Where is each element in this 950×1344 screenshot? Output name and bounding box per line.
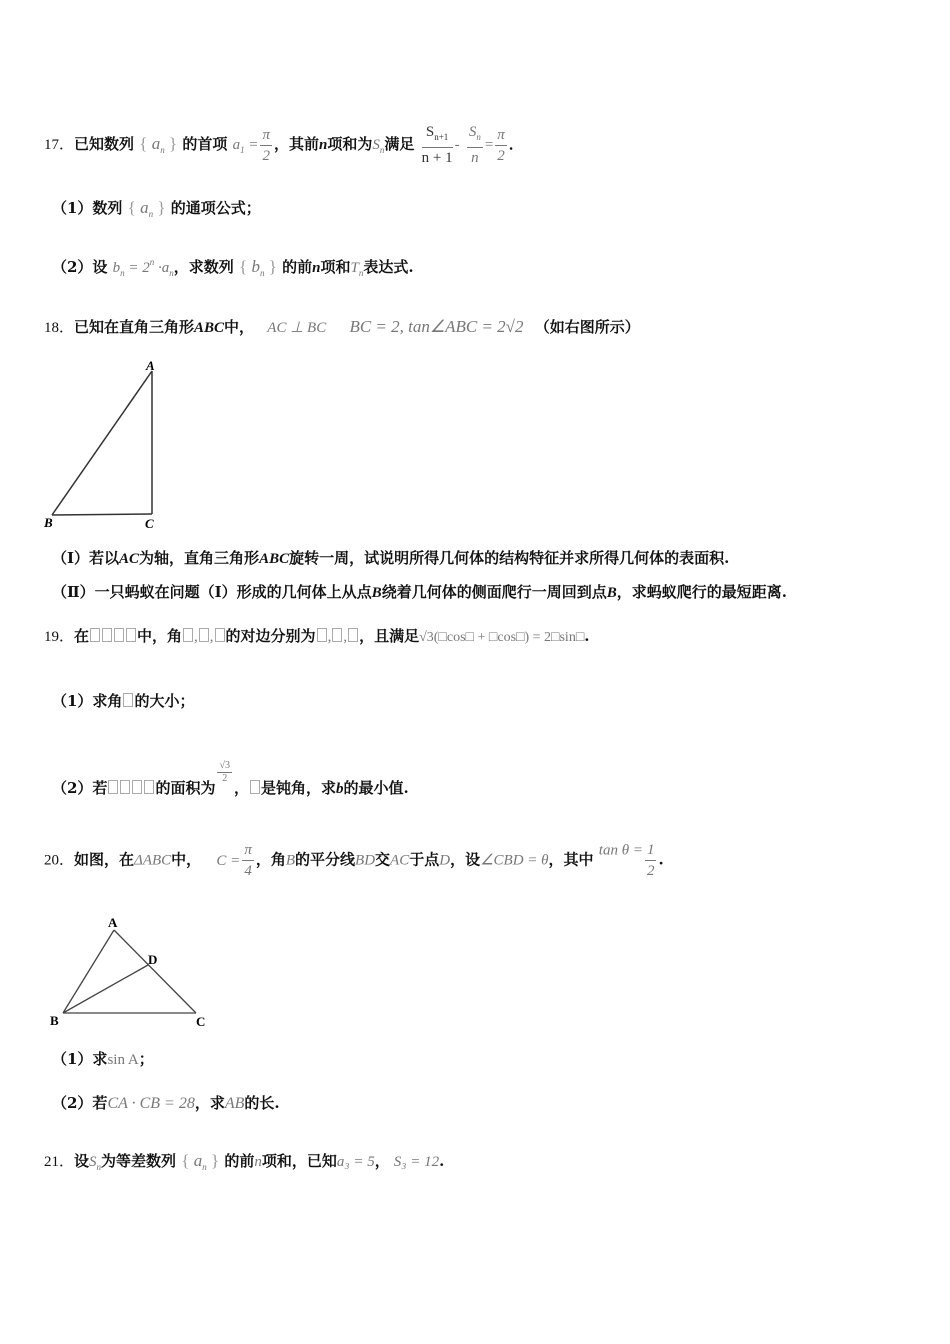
perpendicular-condition: AC ⊥ BC (267, 320, 327, 336)
var-n: n (254, 1154, 262, 1170)
a1-equation: $a_1$ = (232, 137, 259, 155)
problem-20-part2 (52, 1092, 280, 1113)
pi-over-2: $\frac{\pi}{2}$ (262, 126, 270, 164)
text: ，求 (194, 1094, 225, 1112)
text: 的最小值. (343, 779, 409, 797)
text: 项和，已知 (261, 1152, 337, 1170)
text: 的首项 (182, 135, 228, 153)
text: ，求蚂蚁爬行的最短距离. (616, 583, 787, 601)
var-n: n (312, 260, 321, 276)
var-b: b (335, 781, 344, 797)
problem-20-stem (44, 840, 664, 881)
text: 旋转一周，试说明所得几何体的结构特征并求所得几何体的表面积. (289, 549, 730, 567)
text: 在 (74, 627, 90, 645)
placeholder-triangle (89, 627, 137, 645)
triangle-name: ABC (194, 320, 225, 336)
problem-21-stem (44, 1150, 444, 1172)
label-A: A (108, 915, 118, 930)
problem-number: 20． (44, 852, 75, 869)
triangle-name: ΔABC (134, 852, 172, 869)
area-fraction: $\frac{√3}{2}$ (219, 760, 230, 784)
text: 的长. (244, 1094, 280, 1112)
condition-equation: √3(□cos□ + □cos□) = 2□sin□ (419, 630, 585, 645)
figure-right-triangle (40, 355, 170, 535)
segment-AC: AC (390, 852, 410, 869)
text: 交 (375, 850, 391, 869)
bn-def: $b_n = 2^n \cdot a_n$ (112, 257, 174, 278)
text: ，求数列 (173, 258, 234, 276)
sequence-an: { $a_n$ } (139, 134, 178, 155)
text: 的对边分别为 (225, 627, 316, 645)
problem-18-q1 (52, 547, 729, 568)
text: 已知在直角三角形 (74, 318, 195, 336)
text: ． (508, 135, 524, 153)
problem-19-part2 (52, 760, 409, 798)
sequence-an: { $a_n$ } (181, 1151, 220, 1172)
text: 于点 (409, 850, 440, 869)
text: （2）若 (52, 779, 108, 797)
text: ，且满足 (359, 627, 420, 645)
side-bc (52, 514, 152, 515)
point-D: D (439, 852, 451, 869)
bisector-bd (63, 965, 148, 1013)
side-ac (114, 930, 196, 1013)
text: 的平分线 (295, 850, 356, 869)
placeholder-angle (250, 780, 260, 794)
text: 中，角 (137, 627, 183, 645)
segment-AB: AB (224, 1095, 245, 1112)
text: （Ⅱ）一只蚂蚁在问题（Ⅰ）形成的几何体上从点 (52, 583, 372, 601)
text: 的面积为 (155, 779, 216, 797)
problem-18-q2 (52, 581, 787, 602)
segment-BD: BD (355, 852, 376, 869)
text: （Ⅰ）若以 (52, 549, 120, 567)
axis-AC: AC (119, 551, 140, 567)
label-D: D (148, 952, 158, 967)
placeholder-sides: , , (316, 627, 360, 645)
text: 的通项公式； (170, 199, 261, 217)
S3-value: S₃ = 12 (393, 1154, 440, 1170)
problem-number: 21． (44, 1154, 75, 1170)
text: 表达式. (363, 258, 414, 276)
side-ab (52, 371, 152, 515)
text: 的大小； (134, 692, 195, 710)
text: （2）若 (52, 1094, 108, 1112)
text: 满足 (384, 135, 415, 153)
var-n: n (319, 137, 328, 153)
text: 为轴，直角三角形 (139, 549, 260, 567)
pi-over-4: $\frac{\pi}{4}$ (244, 842, 252, 879)
problem-number: 17． (44, 137, 75, 153)
one-half: $\frac{1}{2}$ (646, 842, 655, 879)
text: 中， (224, 318, 255, 336)
text: 项和为 (327, 135, 373, 153)
tan-condition: BC = 2, tan∠ABC = 2√2 (349, 317, 524, 336)
problem-17-part2 (52, 256, 414, 278)
text: （1）数列 (52, 199, 123, 217)
label-C: C (145, 516, 154, 531)
a3-value: a₃ = 5 (336, 1154, 375, 1170)
label-C: C (196, 1014, 206, 1029)
Tn: $T_n$ (350, 260, 364, 278)
point-B: B (371, 585, 382, 601)
problem-number: 19． (44, 629, 75, 645)
text: 的前 (282, 258, 313, 276)
text: ，其中 (548, 850, 594, 869)
text: 为等差数列 (101, 1152, 177, 1170)
text: ； (138, 1050, 154, 1068)
Sn: $S_n$ (372, 137, 385, 155)
angle-CBD: ∠CBD = θ (480, 852, 549, 869)
sequence-an: { $a_n$ } (127, 198, 166, 219)
text: 项和 (320, 258, 351, 276)
frac-Sn-over-n: $\frac{S_n}{n}$ (468, 124, 481, 166)
text: （如右图所示） (534, 318, 640, 336)
label-A: A (146, 358, 155, 373)
sequence-bn: { $b_n$ } (239, 257, 277, 278)
point-B: B (606, 585, 617, 601)
text: ， (374, 1152, 390, 1170)
text: 已知数列 (74, 135, 135, 153)
text: 的前 (224, 1152, 255, 1170)
problem-19-part1 (52, 690, 194, 711)
sin-A: sin A (107, 1052, 139, 1068)
placeholder-angle (123, 693, 133, 707)
frac-Sn1-over-n1: $\frac{S_{n+1}}{n + 1}$ (421, 124, 453, 166)
triangle-name: ABC (259, 551, 290, 567)
problem-17-stem: 17．已知数列 { $a_n$ } 的首项 $a_1$ = $\frac{\pi}{2}$ ，其前n项和为$S_n$满足 $\frac{S_{n+1}}{n + 1}$ - $\frac{S_n}{n}$ = $\frac{\pi}{2}$ ． (44, 124, 524, 166)
text: 中， (171, 850, 202, 869)
text: . (584, 627, 590, 645)
problem-18-stem (44, 316, 640, 337)
figure-triangle-bisector (44, 915, 224, 1035)
text: （1）求角 (52, 692, 123, 710)
text: 设 (74, 1152, 90, 1170)
angle-C: C = (216, 852, 241, 869)
problem-20-part1 (52, 1048, 154, 1069)
text: （2）设 (52, 258, 108, 276)
text: 如图，在 (74, 850, 135, 869)
text: . (439, 1152, 445, 1170)
problem-19-stem (44, 625, 590, 646)
pi-over-2-b: $\frac{\pi}{2}$ (497, 126, 505, 164)
placeholder-triangle (107, 779, 155, 797)
text: 是钝角，求 (260, 779, 336, 797)
placeholder-angles: , , (182, 627, 226, 645)
text: ，设 (450, 850, 481, 869)
problem-number: 18． (44, 320, 75, 336)
text: （1）求 (52, 1050, 108, 1068)
text: ，其前 (273, 135, 319, 153)
angle-B: B (285, 852, 296, 869)
dot-product: CA · CB = 28 (107, 1095, 195, 1112)
text: ， (233, 779, 249, 797)
tan-theta: tan θ = (598, 842, 643, 859)
label-B: B (44, 515, 53, 530)
side-ab (63, 930, 114, 1013)
Sn: $S_n$ (89, 1154, 102, 1172)
label-B: B (50, 1013, 59, 1028)
text: . (658, 850, 664, 869)
text: ，角 (255, 850, 286, 869)
problem-17-part1 (52, 197, 261, 219)
text: 绕着几何体的侧面爬行一周回到点 (381, 583, 607, 601)
